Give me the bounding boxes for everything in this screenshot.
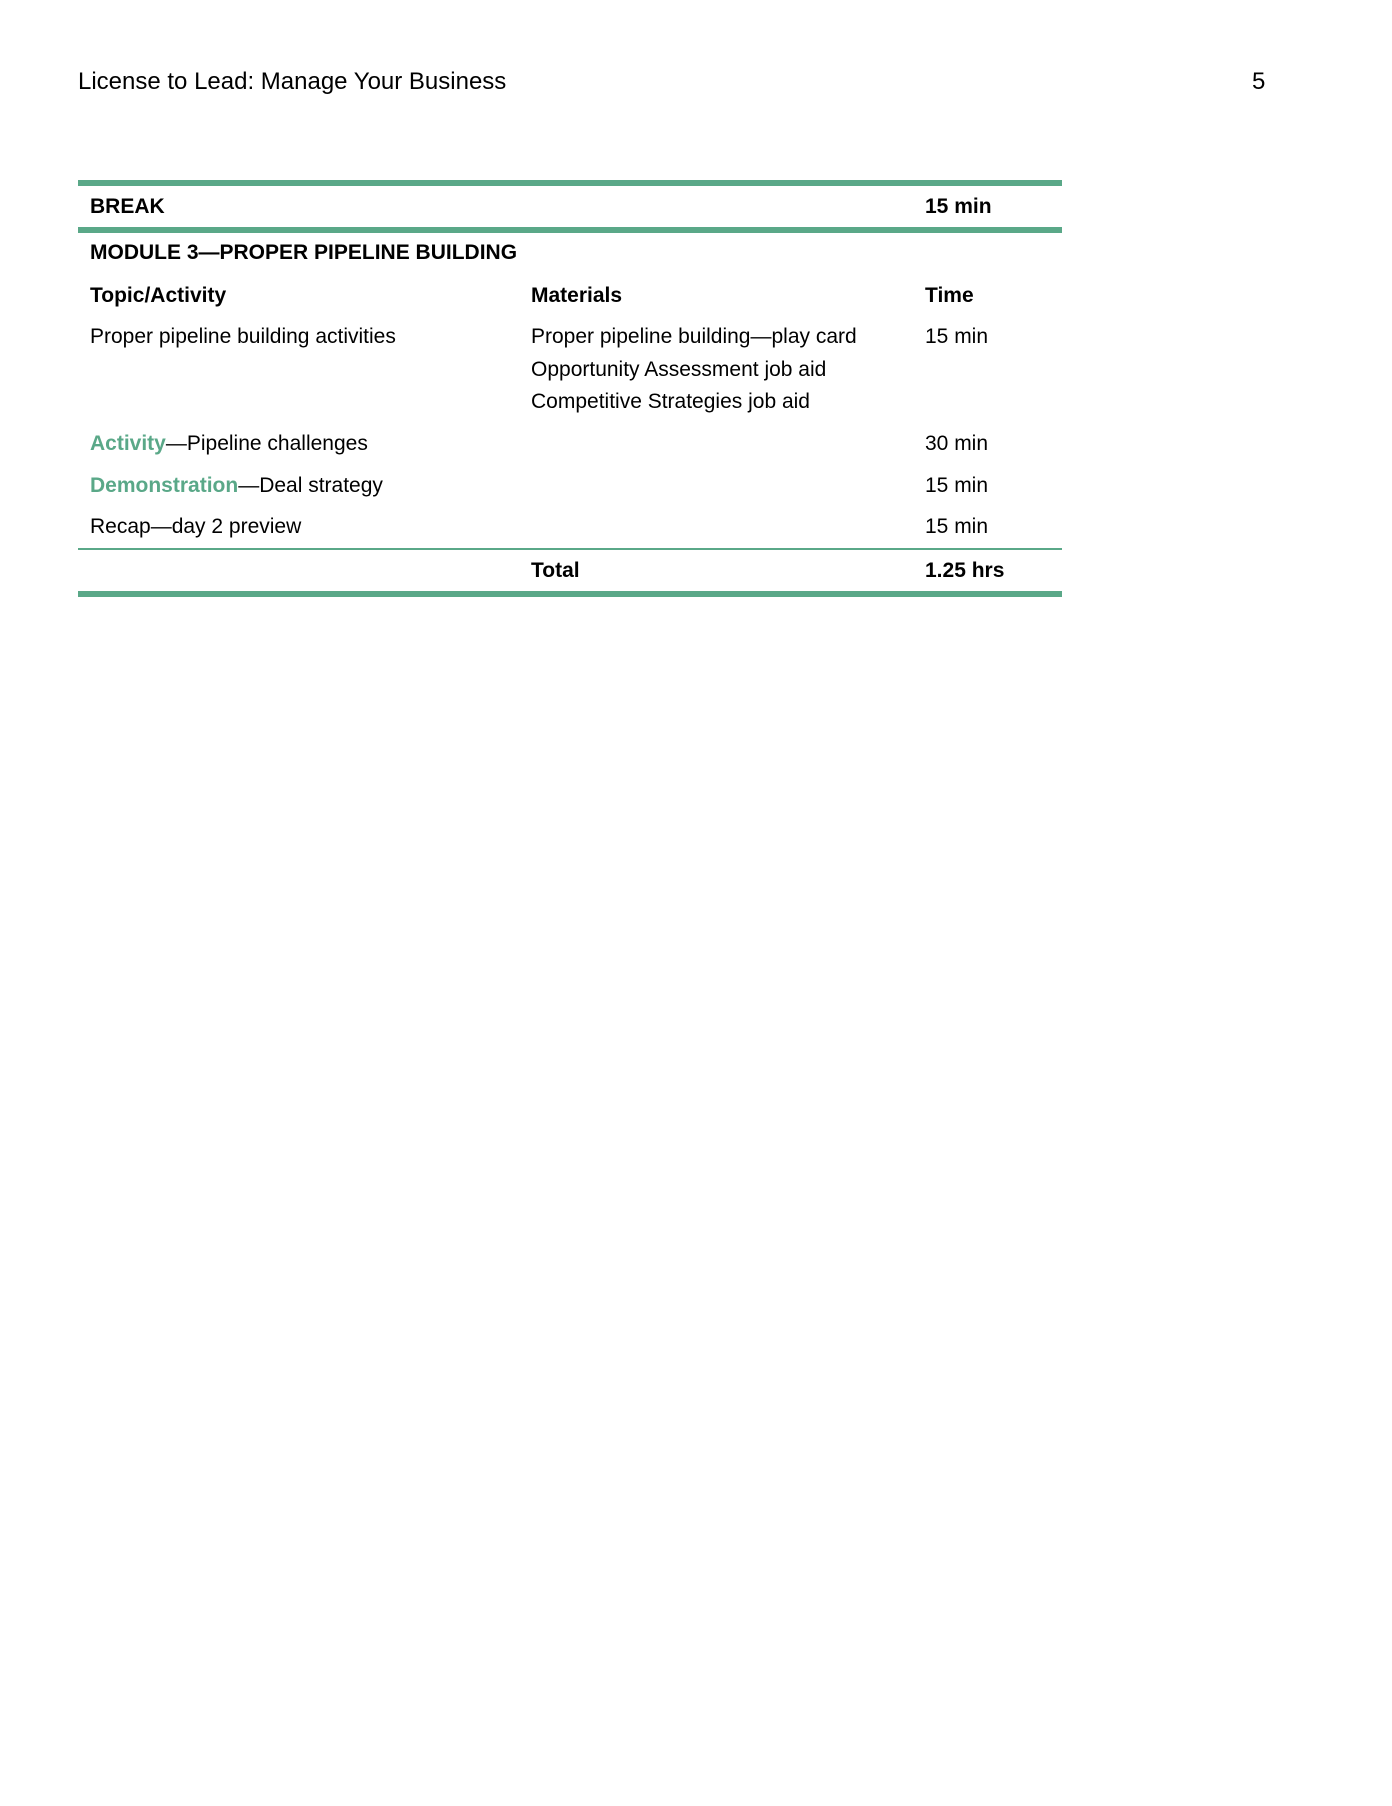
row-material: Opportunity Assessment job aid [531,358,827,381]
row-material: Competitive Strategies job aid [531,390,810,413]
row-topic [90,473,383,499]
row-topic: Recap—day 2 preview [90,515,302,538]
break-label: BREAK [90,195,165,218]
row-time: 15 min [925,325,989,348]
total-value: 1.25 hrs [925,559,1005,582]
row-topic-text: —Pipeline challenges [165,432,368,455]
activity-type-label: Activity [90,432,166,455]
page-number: 5 [1252,68,1266,95]
module-title: MODULE 3—PROPER PIPELINE BUILDING [90,241,518,264]
table-top-rule [78,180,1062,186]
row-material: Proper pipeline building—play card [531,325,857,348]
total-label: Total [531,559,580,582]
total-divider [78,548,1062,550]
column-header-time: Time [925,284,974,307]
break-time: 15 min [925,195,992,218]
row-topic: Proper pipeline building activities [90,325,396,348]
table-bottom-rule [78,591,1062,597]
row-topic-text: —Deal strategy [238,474,383,497]
row-topic [90,431,368,457]
column-header-topic: Topic/Activity [90,284,227,307]
activity-type-label: Demonstration [90,474,239,497]
row-time: 15 min [925,474,989,497]
module-top-rule [78,227,1062,233]
document-title: License to Lead: Manage Your Business [78,68,507,95]
column-header-materials: Materials [531,284,623,307]
row-time: 15 min [925,515,989,538]
row-time: 30 min [925,432,989,455]
